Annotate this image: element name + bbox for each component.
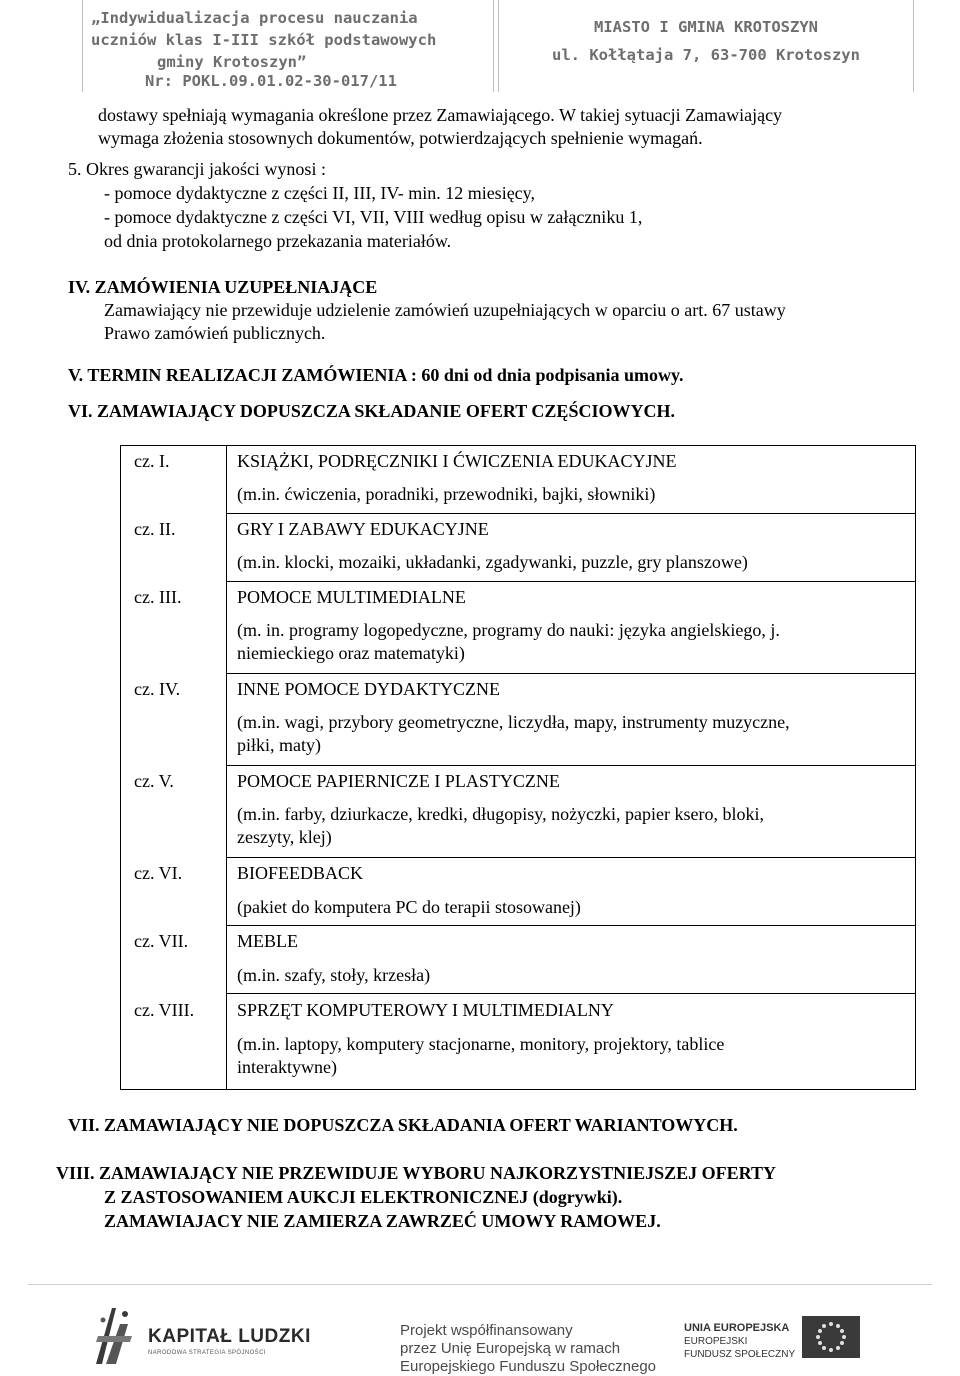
eu-logo xyxy=(684,1312,884,1368)
row-divider xyxy=(226,765,915,766)
table-row-title: SPRZĘT KOMPUTEROWY I MULTIMEDIALNY xyxy=(237,1000,614,1020)
esf-line-1: EUROPEJSKI xyxy=(684,1336,748,1347)
table-row-part: cz. VII. xyxy=(134,931,189,951)
warranty-item-2: - pomoce dydaktyczne z części VI, VII, VIII według opisu w załączniku 1, xyxy=(104,207,643,227)
table-row-title: POMOCE PAPIERNICZE I PLASTYCZNE xyxy=(237,771,560,791)
row-divider xyxy=(226,673,915,674)
table-row-title: KSIĄŻKI, PODRĘCZNIKI I ĆWICZENIA EDUKACYJNE xyxy=(237,451,677,471)
table-row-desc: (m.in. szafy, stoły, krzesła) xyxy=(237,965,431,985)
row-divider xyxy=(226,925,915,926)
project-title-line-3: gminy Krotoszyn” xyxy=(157,53,307,71)
table-row-part: cz. I. xyxy=(134,451,170,471)
authority-address: ul. Kołłątaja 7, 63-700 Krotoszyn xyxy=(552,46,860,64)
document-header xyxy=(82,0,914,92)
project-info xyxy=(82,0,494,92)
table-row-part: cz. III. xyxy=(134,587,182,607)
table-row-title: MEBLE xyxy=(237,931,298,951)
project-title-line-2: uczniów klas I-III szkół podstawowych xyxy=(91,31,437,49)
authority-name: MIASTO I GMINA KROTOSZYN xyxy=(594,18,818,36)
cofinancing-line-3: Europejskiego Funduszu Społecznego xyxy=(400,1358,657,1375)
table-row-desc: (m.in. laptopy, komputery stacjonarne, monitory, projektory, tablice xyxy=(237,1034,725,1054)
table-row-desc: (m.in. klocki, mozaiki, układanki, zgadywanki, puzzle, gry planszowe) xyxy=(237,552,748,572)
table-row-part: cz. VI. xyxy=(134,863,183,883)
section-vi: VI. ZAMAWIAJĄCY DOPUSZCZA SKŁADANIE OFERT CZĘŚCIOWYCH. xyxy=(68,401,675,421)
section-viii-line-2: Z ZASTOSOWANIEM AUKCJI ELEKTRONICZNEJ (dogrywki). xyxy=(104,1187,623,1207)
row-divider xyxy=(226,857,915,858)
table-row-part: cz. II. xyxy=(134,519,176,539)
table-row-desc: piłki, maty) xyxy=(237,735,321,755)
table-row-title: INNE POMOCE DYDAKTYCZNE xyxy=(237,679,500,699)
cofinancing-line-2: przez Unię Europejską w ramach xyxy=(400,1340,621,1357)
table-row-title: POMOCE MULTIMEDIALNE xyxy=(237,587,466,607)
table-row-desc: (m. in. programy logopedyczne, programy do nauki: języka angielskiego, j. xyxy=(237,620,780,640)
section-iv-line-1: Zamawiający nie przewiduje udzielenie zamówień uzupełniających w oparciu o art. 67 ustawy xyxy=(104,300,786,320)
cofinancing-note xyxy=(400,1322,656,1376)
table-row-desc: interaktywne) xyxy=(237,1057,337,1077)
section-v: V. TERMIN REALIZACJI ZAMÓWIENIA : 60 dni od dnia podpisania umowy. xyxy=(68,365,684,385)
eu-flag-icon xyxy=(802,1316,860,1358)
table-row-desc: (m.in. wagi, przybory geometryczne, liczydła, mapy, instrumenty muzyczne, xyxy=(237,712,790,732)
table-row-desc: (pakiet do komputera PC do terapii stosowanej) xyxy=(237,897,581,917)
section-iv-heading: IV. ZAMÓWIENIA UZUPEŁNIAJĄCE xyxy=(68,277,378,297)
table-row-part: cz. VIII. xyxy=(134,1000,195,1020)
table-row-title: BIOFEEDBACK xyxy=(237,863,364,883)
warranty-item-3: od dnia protokolarnego przekazania materiałów. xyxy=(104,231,452,251)
section-vii: VII. ZAMAWIAJĄCY NIE DOPUSZCZA SKŁADANIA OFERT WARIANTOWYCH. xyxy=(68,1115,738,1135)
esf-line-2: FUNDUSZ SPOŁECZNY xyxy=(684,1349,796,1360)
table-row-part: cz. V. xyxy=(134,771,174,791)
kapital-ludzki-title: KAPITAŁ LUDZKI xyxy=(148,1326,311,1347)
section-viii-line-1: VIII. ZAMAWIAJĄCY NIE PRZEWIDUJE WYBORU NAJKORZYSTNIEJSZEJ OFERTY xyxy=(56,1163,776,1183)
table-row-title: GRY I ZABAWY EDUKACYJNE xyxy=(237,519,489,539)
kapital-ludzki-subtitle: NARODOWA STRATEGIA SPÓJNOŚCI xyxy=(148,1350,266,1356)
intro-line-2: wymaga złożenia stosownych dokumentów, potwierdzających spełnienie wymagań. xyxy=(98,128,703,148)
row-divider xyxy=(226,513,915,514)
section-viii-line-3: ZAMAWIAJACY NIE ZAMIERZA ZAWRZEĆ UMOWY RAMOWEJ. xyxy=(104,1211,661,1231)
contracting-authority xyxy=(498,0,914,92)
footer-rule xyxy=(28,1284,932,1285)
kapital-ludzki-logo xyxy=(92,1306,311,1366)
row-divider xyxy=(226,993,915,994)
table-row-desc: niemieckiego oraz matematyki) xyxy=(237,643,465,663)
warranty-heading: 5. Okres gwarancji jakości wynosi : xyxy=(68,159,326,179)
eu-name: UNIA EUROPEJSKA xyxy=(684,1322,790,1334)
table-row-desc: (m.in. farby, dziurkacze, kredki, długopisy, nożyczki, papier ksero, bloki, xyxy=(237,804,765,824)
table-row-part: cz. IV. xyxy=(134,679,181,699)
table-row-desc: (m.in. ćwiczenia, poradniki, przewodniki, bajki, słowniki) xyxy=(237,484,656,504)
intro-line-1: dostawy spełniają wymagania określone przez Zamawiającego. W takiej sytuacji Zamawiający xyxy=(98,105,783,125)
project-title-line-1: „Indywidualizacja procesu nauczania xyxy=(91,9,418,27)
row-divider xyxy=(226,581,915,582)
eu-logo-text xyxy=(684,1322,795,1361)
table-row-desc: zeszyty, klej) xyxy=(237,827,332,847)
project-number: Nr: POKL.09.01.02-30-017/11 xyxy=(145,72,397,90)
warranty-item-1: - pomoce dydaktyczne z części II, III, IV- min. 12 miesięcy, xyxy=(104,183,535,203)
parts-table xyxy=(120,445,916,1090)
cofinancing-line-1: Projekt współfinansowany xyxy=(400,1322,573,1339)
kapital-ludzki-emblem-icon xyxy=(92,1306,134,1366)
section-iv-line-2: Prawo zamówień publicznych. xyxy=(104,323,326,343)
